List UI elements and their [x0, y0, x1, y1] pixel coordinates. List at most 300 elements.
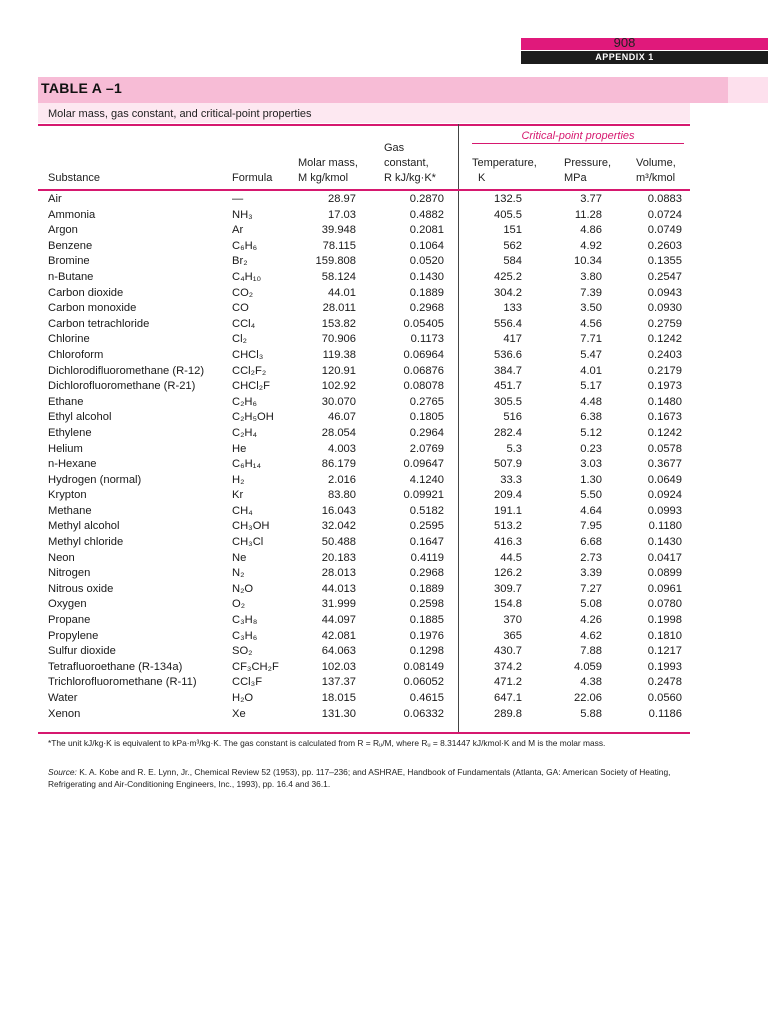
formula-cell: Br₂ [232, 255, 248, 268]
substance-cell: n-Hexane [48, 458, 97, 471]
critical-temperature-cell: 430.7 [494, 645, 522, 658]
molar-mass-cell: 4.003 [328, 442, 356, 455]
molar-mass-cell: 102.92 [321, 380, 356, 393]
critical-pressure-cell: 6.68 [580, 536, 602, 549]
substance-cell: Tetrafluoroethane (R-134a) [48, 660, 183, 673]
table-row [0, 597, 768, 613]
formula-cell: SO₂ [232, 645, 253, 658]
critical-temperature-cell: 416.3 [494, 536, 522, 549]
gas-constant-cell: 0.09647 [403, 458, 444, 471]
molar-mass-cell: 58.124 [321, 270, 356, 283]
critical-pressure-cell: 11.28 [574, 208, 602, 221]
table-row [0, 629, 768, 645]
critical-pressure-cell: 4.92 [580, 239, 602, 252]
substance-cell: Ethane [48, 395, 84, 408]
formula-cell: CH₃OH [232, 520, 270, 533]
molar-mass-cell: 119.38 [322, 348, 356, 361]
critical-pressure-cell: 3.03 [580, 458, 602, 471]
gas-constant-cell: 0.2598 [409, 598, 444, 611]
formula-cell: N₂O [232, 582, 254, 595]
formula-cell: CHCl₂F [232, 380, 270, 393]
table-row [0, 566, 768, 582]
molar-mass-cell: 70.906 [321, 333, 356, 346]
critical-temperature-cell: 209.4 [494, 489, 522, 502]
molar-mass-cell: 137.37 [321, 676, 356, 689]
substance-cell: Ethyl alcohol [48, 411, 112, 424]
critical-pressure-cell: 10.34 [574, 255, 602, 268]
substance-cell: Krypton [48, 489, 87, 502]
gas-constant-cell: 0.2968 [409, 302, 444, 315]
formula-cell: He [232, 442, 247, 455]
header-formula: Formula [232, 172, 273, 184]
header-molar-mass-line1: Molar mass, [298, 157, 358, 169]
gas-constant-cell: 0.1889 [409, 286, 444, 299]
substance-cell: Bromine [48, 255, 90, 268]
table-subtitle: Molar mass, gas constant, and critical-point properties [48, 108, 312, 120]
critical-volume-cell: 0.1673 [647, 411, 682, 424]
critical-temperature-cell: 282.4 [494, 426, 522, 439]
table-row [0, 551, 768, 567]
formula-cell: O₂ [232, 598, 246, 611]
critical-volume-cell: 0.0417 [647, 551, 682, 564]
critical-pressure-cell: 4.48 [580, 395, 602, 408]
critical-pressure-cell: 4.86 [580, 224, 602, 237]
substance-cell: Argon [48, 224, 78, 237]
molar-mass-cell: 28.054 [321, 426, 356, 439]
molar-mass-cell: 18.015 [321, 692, 356, 704]
table-row [0, 675, 768, 691]
critical-volume-cell: 0.0883 [647, 193, 682, 205]
critical-temperature-cell: 513.2 [494, 520, 522, 533]
critical-pressure-cell: 7.88 [580, 645, 602, 658]
critical-pressure-cell: 6.38 [580, 411, 602, 424]
critical-temperature-cell: 562 [503, 239, 522, 252]
table-top-rule [38, 124, 690, 126]
formula-cell: CH₃Cl [232, 536, 264, 549]
molar-mass-cell: 28.011 [322, 302, 356, 315]
critical-pressure-cell: 5.50 [580, 489, 602, 502]
critical-pressure-cell: 5.88 [580, 707, 602, 720]
critical-pressure-cell: 4.38 [580, 676, 602, 689]
molar-mass-cell: 102.03 [321, 660, 356, 673]
substance-cell: Nitrous oxide [48, 582, 114, 595]
formula-cell: CH₄ [232, 504, 253, 517]
critical-temperature-cell: 126.2 [494, 567, 522, 580]
gas-constant-cell: 0.2968 [409, 567, 444, 580]
critical-temperature-cell: 305.5 [494, 395, 522, 408]
table-body [0, 192, 768, 722]
molar-mass-cell: 28.97 [328, 193, 356, 205]
header-pressure-line2: MPa [564, 172, 587, 184]
critical-volume-cell: 0.0899 [647, 567, 682, 580]
gas-constant-cell: 0.1889 [409, 582, 444, 595]
formula-cell: C₃H₆ [232, 629, 258, 642]
table-row [0, 660, 768, 676]
table-row [0, 691, 768, 707]
table-row [0, 410, 768, 426]
header-temperature-line2: K [478, 172, 486, 184]
table-row [0, 301, 768, 317]
gas-constant-cell: 0.09921 [403, 489, 444, 502]
table-row [0, 223, 768, 239]
critical-pressure-cell: 22.06 [574, 692, 602, 704]
table-row [0, 379, 768, 395]
molar-mass-cell: 50.488 [321, 536, 356, 549]
formula-cell: CO₂ [232, 286, 254, 299]
molar-mass-cell: 17.03 [328, 208, 356, 221]
substance-cell: Propane [48, 614, 91, 627]
critical-volume-cell: 0.1355 [647, 255, 682, 268]
substance-cell: Carbon tetrachloride [48, 317, 150, 330]
critical-temperature-cell: 507.9 [494, 458, 522, 471]
critical-pressure-cell: 2.73 [580, 551, 602, 564]
substance-cell: Neon [48, 551, 75, 564]
substance-cell: Hydrogen (normal) [48, 473, 142, 486]
formula-cell: C₂H₄ [232, 426, 258, 439]
gas-constant-cell: 0.2964 [409, 426, 444, 439]
footnote: *The unit kJ/kg·K is equivalent to kPa·m³/kg·K. The gas constant is calculated from R = Rᵤ/M, where Rᵤ = 8.31447 kJ/kmol·K and M is the molar mass. [48, 738, 606, 748]
formula-cell: CF₃CH₂F [232, 660, 279, 673]
header-gas-constant-line2: constant, [384, 157, 429, 169]
substance-cell: n-Butane [48, 270, 94, 283]
critical-properties-label: Critical-point properties [521, 130, 635, 142]
critical-volume-cell: 0.2179 [647, 364, 682, 377]
critical-pressure-cell: 4.01 [580, 364, 602, 377]
substance-cell: Air [48, 193, 62, 205]
critical-pressure-cell: 3.80 [580, 270, 602, 283]
critical-temperature-cell: 516 [503, 411, 522, 424]
gas-constant-cell: 0.2595 [409, 520, 444, 533]
table-row [0, 457, 768, 473]
table-row [0, 504, 768, 520]
critical-temperature-cell: 471.2 [494, 676, 522, 689]
molar-mass-cell: 153.82 [321, 317, 356, 330]
gas-constant-cell: 0.4119 [410, 551, 444, 564]
formula-cell: CHCl₃ [232, 348, 264, 361]
critical-pressure-cell: 7.27 [580, 582, 602, 595]
critical-volume-cell: 0.1180 [648, 520, 682, 533]
critical-volume-cell: 0.2603 [647, 239, 682, 252]
critical-volume-cell: 0.1993 [647, 660, 682, 673]
substance-cell: Trichlorofluoromethane (R-11) [48, 676, 197, 689]
substance-cell: Methyl chloride [48, 536, 124, 549]
gas-constant-cell: 0.1885 [409, 614, 444, 627]
gas-constant-cell: 0.08149 [403, 660, 444, 673]
gas-constant-cell: 0.08078 [403, 380, 444, 393]
molar-mass-cell: 120.91 [321, 364, 356, 377]
critical-temperature-cell: 289.8 [494, 707, 522, 720]
gas-constant-cell: 0.1173 [410, 333, 444, 346]
source-text: K. A. Kobe and R. E. Lynn, Jr., Chemical Review 52 (1953), pp. 117–236; and ASHRAE, Handbook of Fundamentals (Atlanta, GA: American Society of Heating, Refrigerating and Air-Conditioning Engineers, Inc., 1993), pp. 16.4 and 36.1. [48, 767, 671, 789]
table-row [0, 192, 768, 208]
critical-volume-cell: 0.1430 [647, 536, 682, 549]
formula-cell: H₂O [232, 692, 254, 704]
gas-constant-cell: 0.1430 [409, 270, 444, 283]
critical-pressure-cell: 4.56 [580, 317, 602, 330]
substance-cell: Ethylene [48, 426, 92, 439]
critical-pressure-cell: 1.30 [580, 473, 602, 486]
critical-temperature-cell: 133 [503, 302, 522, 315]
header-volume-line2: m³/kmol [636, 172, 676, 184]
critical-temperature-cell: 417 [503, 333, 522, 346]
formula-cell: Xe [232, 707, 246, 720]
formula-cell: CCl₃F [232, 676, 263, 689]
critical-pressure-cell: 3.77 [580, 193, 602, 205]
critical-volume-cell: 0.1242 [647, 426, 682, 439]
molar-mass-cell: 2.016 [328, 473, 356, 486]
substance-cell: Nitrogen [48, 567, 91, 580]
critical-volume-cell: 0.0578 [647, 442, 682, 455]
critical-volume-cell: 0.1998 [647, 614, 682, 627]
header-gas-constant-line3: R kJ/kg·K* [384, 172, 436, 184]
table-row [0, 707, 768, 723]
critical-temperature-cell: 154.8 [494, 598, 522, 611]
critical-volume-cell: 0.0961 [647, 582, 682, 595]
molar-mass-cell: 159.808 [315, 255, 356, 268]
critical-temperature-cell: 374.2 [494, 660, 522, 673]
critical-temperature-cell: 304.2 [494, 286, 522, 299]
header-temperature-line1: Temperature, [472, 157, 537, 169]
table-row [0, 535, 768, 551]
appendix-label-bar [521, 51, 768, 64]
critical-pressure-cell: 0.23 [580, 442, 602, 455]
substance-cell: Methyl alcohol [48, 520, 120, 533]
table-row [0, 519, 768, 535]
critical-temperature-cell: 384.7 [494, 364, 522, 377]
formula-cell: Cl₂ [232, 333, 247, 346]
formula-cell: C₄H₁₀ [232, 270, 262, 283]
critical-volume-cell: 0.1810 [647, 629, 682, 642]
critical-temperature-cell: 556.4 [494, 317, 522, 330]
table-row [0, 254, 768, 270]
substance-cell: Carbon monoxide [48, 302, 137, 315]
table-row [0, 317, 768, 333]
substance-cell: Sulfur dioxide [48, 645, 116, 658]
formula-cell: CCl₄ [232, 317, 256, 330]
critical-pressure-cell: 4.26 [580, 614, 602, 627]
formula-cell: C₆H₆ [232, 239, 258, 252]
critical-pressure-cell: 4.62 [580, 629, 602, 642]
substance-cell: Ammonia [48, 208, 96, 221]
title-band [38, 77, 728, 103]
formula-cell: — [232, 193, 244, 205]
substance-cell: Xenon [48, 707, 81, 720]
formula-cell: C₆H₁₄ [232, 458, 262, 471]
title-band-tail [728, 77, 768, 103]
table-row [0, 473, 768, 489]
page-number: 908 [613, 35, 636, 50]
gas-constant-cell: 0.4615 [409, 692, 444, 704]
gas-constant-cell: 0.5182 [409, 504, 444, 517]
table-row [0, 442, 768, 458]
formula-cell: C₂H₅OH [232, 411, 274, 424]
header-volume-line1: Volume, [636, 157, 676, 169]
table-row [0, 332, 768, 348]
molar-mass-cell: 31.999 [321, 598, 356, 611]
source-label: Source: [48, 767, 77, 777]
critical-pressure-cell: 5.12 [580, 426, 602, 439]
critical-volume-cell: 0.2403 [647, 348, 682, 361]
critical-volume-cell: 0.1217 [647, 645, 682, 658]
critical-temperature-cell: 536.6 [494, 348, 522, 361]
gas-constant-cell: 0.2765 [409, 395, 444, 408]
critical-temperature-cell: 44.5 [500, 551, 522, 564]
critical-volume-cell: 0.1480 [647, 395, 682, 408]
molar-mass-cell: 42.081 [321, 629, 356, 642]
table-row [0, 613, 768, 629]
header-molar-mass-line2: M kg/kmol [298, 172, 349, 184]
critical-temperature-cell: 584 [503, 255, 522, 268]
molar-mass-cell: 64.063 [321, 645, 356, 658]
gas-constant-cell: 0.05405 [403, 317, 444, 330]
substance-cell: Chloroform [48, 348, 104, 361]
critical-pressure-cell: 7.71 [580, 333, 602, 346]
critical-volume-cell: 0.0924 [647, 489, 682, 502]
critical-volume-cell: 0.0930 [647, 302, 682, 315]
critical-pressure-cell: 4.059 [574, 660, 602, 673]
substance-cell: Oxygen [48, 598, 87, 611]
source-note [48, 766, 688, 790]
critical-temperature-cell: 151 [503, 224, 522, 237]
critical-volume-cell: 0.0724 [647, 208, 682, 221]
table-row [0, 208, 768, 224]
formula-cell: H₂ [232, 473, 245, 486]
table-row [0, 488, 768, 504]
gas-constant-cell: 0.2870 [409, 193, 444, 205]
table-row [0, 644, 768, 660]
gas-constant-cell: 0.06332 [403, 707, 444, 720]
table-row [0, 582, 768, 598]
formula-cell: C₃H₈ [232, 614, 258, 627]
molar-mass-cell: 131.30 [321, 707, 356, 720]
substance-cell: Chlorine [48, 333, 90, 346]
gas-constant-cell: 0.2081 [409, 224, 444, 237]
critical-temperature-cell: 405.5 [494, 208, 522, 221]
critical-volume-cell: 0.2478 [647, 676, 682, 689]
critical-temperature-cell: 309.7 [494, 582, 522, 595]
molar-mass-cell: 83.80 [328, 489, 356, 502]
substance-cell: Propylene [48, 629, 99, 642]
critical-pressure-cell: 3.50 [580, 302, 602, 315]
gas-constant-cell: 0.1805 [409, 411, 444, 424]
formula-cell: NH₃ [232, 208, 253, 221]
critical-pressure-cell: 5.47 [580, 348, 602, 361]
critical-volume-cell: 0.0560 [647, 692, 682, 704]
critical-temperature-cell: 5.3 [506, 442, 522, 455]
critical-pressure-cell: 5.08 [580, 598, 602, 611]
header-substance: Substance [48, 172, 100, 184]
molar-mass-cell: 30.070 [321, 395, 356, 408]
critical-pressure-cell: 4.64 [580, 504, 602, 517]
critical-pressure-cell: 3.39 [580, 567, 602, 580]
critical-properties-underline [472, 143, 684, 144]
table-row [0, 286, 768, 302]
critical-volume-cell: 0.2759 [647, 317, 682, 330]
critical-volume-cell: 0.0993 [647, 504, 682, 517]
table-bottom-rule [38, 732, 690, 734]
critical-volume-cell: 0.0943 [647, 286, 682, 299]
molar-mass-cell: 78.115 [322, 239, 356, 252]
molar-mass-cell: 86.179 [321, 458, 356, 471]
gas-constant-cell: 0.4882 [409, 208, 444, 221]
molar-mass-cell: 28.013 [321, 567, 356, 580]
gas-constant-cell: 0.1298 [409, 645, 444, 658]
critical-temperature-cell: 425.2 [494, 270, 522, 283]
molar-mass-cell: 44.01 [328, 286, 356, 299]
formula-cell: N₂ [232, 567, 245, 580]
formula-cell: Ar [232, 224, 244, 237]
header-rule [38, 189, 690, 191]
molar-mass-cell: 20.183 [321, 551, 356, 564]
critical-temperature-cell: 451.7 [494, 380, 522, 393]
critical-temperature-cell: 647.1 [494, 692, 522, 704]
formula-cell: CO [232, 302, 249, 315]
table-row [0, 395, 768, 411]
critical-volume-cell: 0.0780 [647, 598, 682, 611]
critical-volume-cell: 0.0649 [647, 473, 682, 486]
gas-constant-cell: 0.06876 [403, 364, 444, 377]
formula-cell: C₂H₆ [232, 395, 258, 408]
formula-cell: Kr [232, 489, 244, 502]
critical-volume-cell: 0.1242 [647, 333, 682, 346]
molar-mass-cell: 39.948 [321, 224, 356, 237]
critical-pressure-cell: 5.17 [580, 380, 602, 393]
table-row [0, 348, 768, 364]
gas-constant-cell: 0.1064 [409, 239, 444, 252]
substance-cell: Carbon dioxide [48, 286, 124, 299]
table-title: TABLE A –1 [41, 80, 123, 96]
critical-temperature-cell: 33.3 [500, 473, 522, 486]
molar-mass-cell: 16.043 [321, 504, 356, 517]
critical-volume-cell: 0.0749 [647, 224, 682, 237]
molar-mass-cell: 46.07 [328, 411, 356, 424]
gas-constant-cell: 4.1240 [409, 473, 444, 486]
formula-cell: CCl₂F₂ [232, 364, 267, 377]
gas-constant-cell: 0.1976 [409, 629, 444, 642]
substance-cell: Dichlorofluoromethane (R-21) [48, 380, 196, 393]
critical-temperature-cell: 370 [503, 614, 522, 627]
table-row [0, 364, 768, 380]
gas-constant-cell: 0.06052 [403, 676, 444, 689]
gas-constant-cell: 0.0520 [409, 255, 444, 268]
critical-temperature-cell: 132.5 [494, 193, 522, 205]
substance-cell: Benzene [48, 239, 93, 252]
molar-mass-cell: 44.097 [321, 614, 356, 627]
critical-pressure-cell: 7.39 [580, 286, 602, 299]
substance-cell: Dichlorodifluoromethane (R-12) [48, 364, 205, 377]
table-row [0, 239, 768, 255]
critical-volume-cell: 0.1186 [648, 707, 682, 720]
substance-cell: Water [48, 692, 78, 704]
substance-cell: Methane [48, 504, 92, 517]
gas-constant-cell: 0.1647 [409, 536, 444, 549]
table-row [0, 426, 768, 442]
header-pressure-line1: Pressure, [564, 157, 612, 169]
critical-temperature-cell: 191.1 [494, 504, 522, 517]
formula-cell: Ne [232, 551, 247, 564]
molar-mass-cell: 44.013 [321, 582, 356, 595]
gas-constant-cell: 0.06964 [403, 348, 444, 361]
critical-volume-cell: 0.3677 [647, 458, 682, 471]
appendix-label: APPENDIX 1 [595, 52, 654, 62]
gas-constant-cell: 2.0769 [409, 442, 444, 455]
table-row [0, 270, 768, 286]
substance-cell: Helium [48, 442, 83, 455]
critical-volume-cell: 0.2547 [647, 270, 682, 283]
critical-temperature-cell: 365 [503, 629, 522, 642]
critical-volume-cell: 0.1973 [647, 380, 682, 393]
header-gas-constant-line1: Gas [384, 142, 405, 154]
